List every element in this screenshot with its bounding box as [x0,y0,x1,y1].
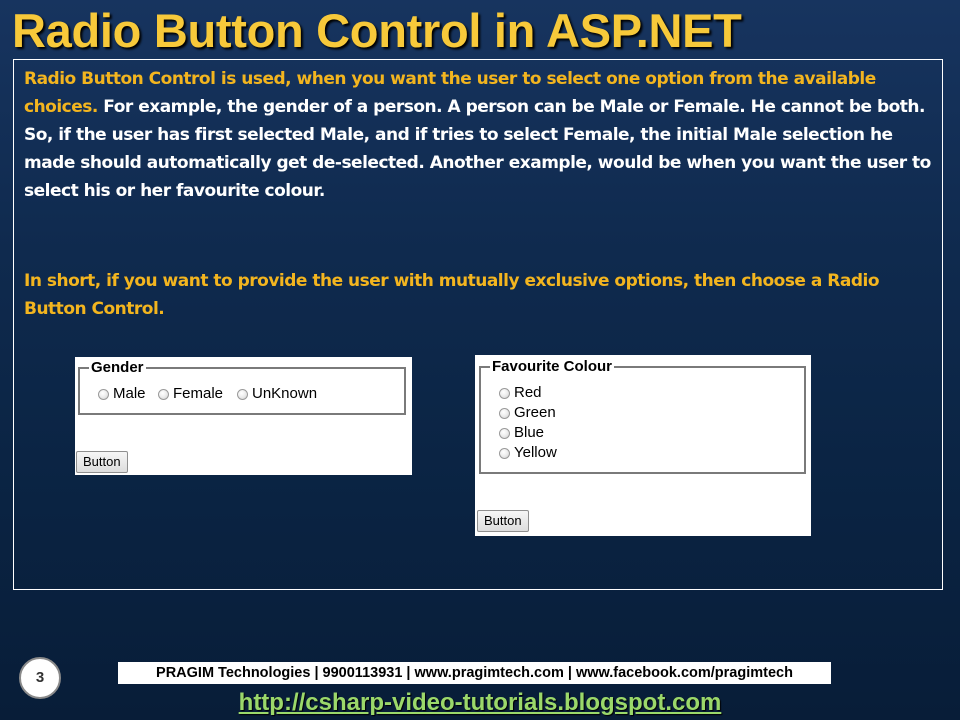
intro-highlight: Radio Button Control is used, when you want the user to select one option from the available choices. [24,69,876,117]
gender-submit-button[interactable]: Button [76,451,128,473]
radio-unknown[interactable] [237,385,317,403]
radio-female[interactable] [158,385,223,403]
gender-fieldset [78,359,406,415]
radio-red[interactable] [499,384,542,402]
radio-circle-icon[interactable] [499,408,510,419]
footer-company-banner: PRAGIM Technologies | 9900113931 | www.pragimtech.com | www.facebook.com/pragimtech [118,662,831,684]
footer-blog-link[interactable]: http://csharp-video-tutorials.blogspot.com [238,689,722,716]
radio-yellow[interactable] [499,444,557,462]
radio-male[interactable] [98,385,146,403]
radio-circle-icon[interactable] [499,388,510,399]
radio-blue[interactable] [499,424,544,442]
radio-circle-icon[interactable] [98,389,109,400]
radio-label: Male [113,385,146,402]
radio-label: Yellow [514,444,557,461]
radio-circle-icon[interactable] [158,389,169,400]
gender-example-panel [75,357,412,475]
colour-submit-button[interactable]: Button [477,510,529,532]
radio-circle-icon[interactable] [499,428,510,439]
radio-label: Female [173,385,224,402]
colour-fieldset [479,358,806,474]
radio-label: Red [514,384,542,401]
radio-label: Green [514,404,556,421]
radio-circle-icon[interactable] [237,389,248,400]
slide-title: Radio Button Control in ASP.NET [12,4,742,57]
colour-legend: Favourite Colour [492,358,613,375]
colour-example-panel [475,355,811,536]
slide-number-badge: 3 [19,657,61,699]
radio-circle-icon[interactable] [499,448,510,459]
radio-green[interactable] [499,404,556,422]
gender-legend: Gender [91,359,144,376]
intro-text: For example, the gender of a person. A person can be Male or Female. He cannot be both. So, if the user has first selected Male, and if tries to select Female, the initial Male selection he made should automatically get de-selected. Another example, would be when you want the user to select his or her favourite colour. [24,97,931,201]
radio-label: UnKnown [252,385,318,402]
summary-paragraph: In short, if you want to provide the user with mutually exclusive options, then choose a Radio Button Control. [24,271,880,319]
radio-label: Blue [514,424,545,441]
intro-paragraph [24,65,939,205]
